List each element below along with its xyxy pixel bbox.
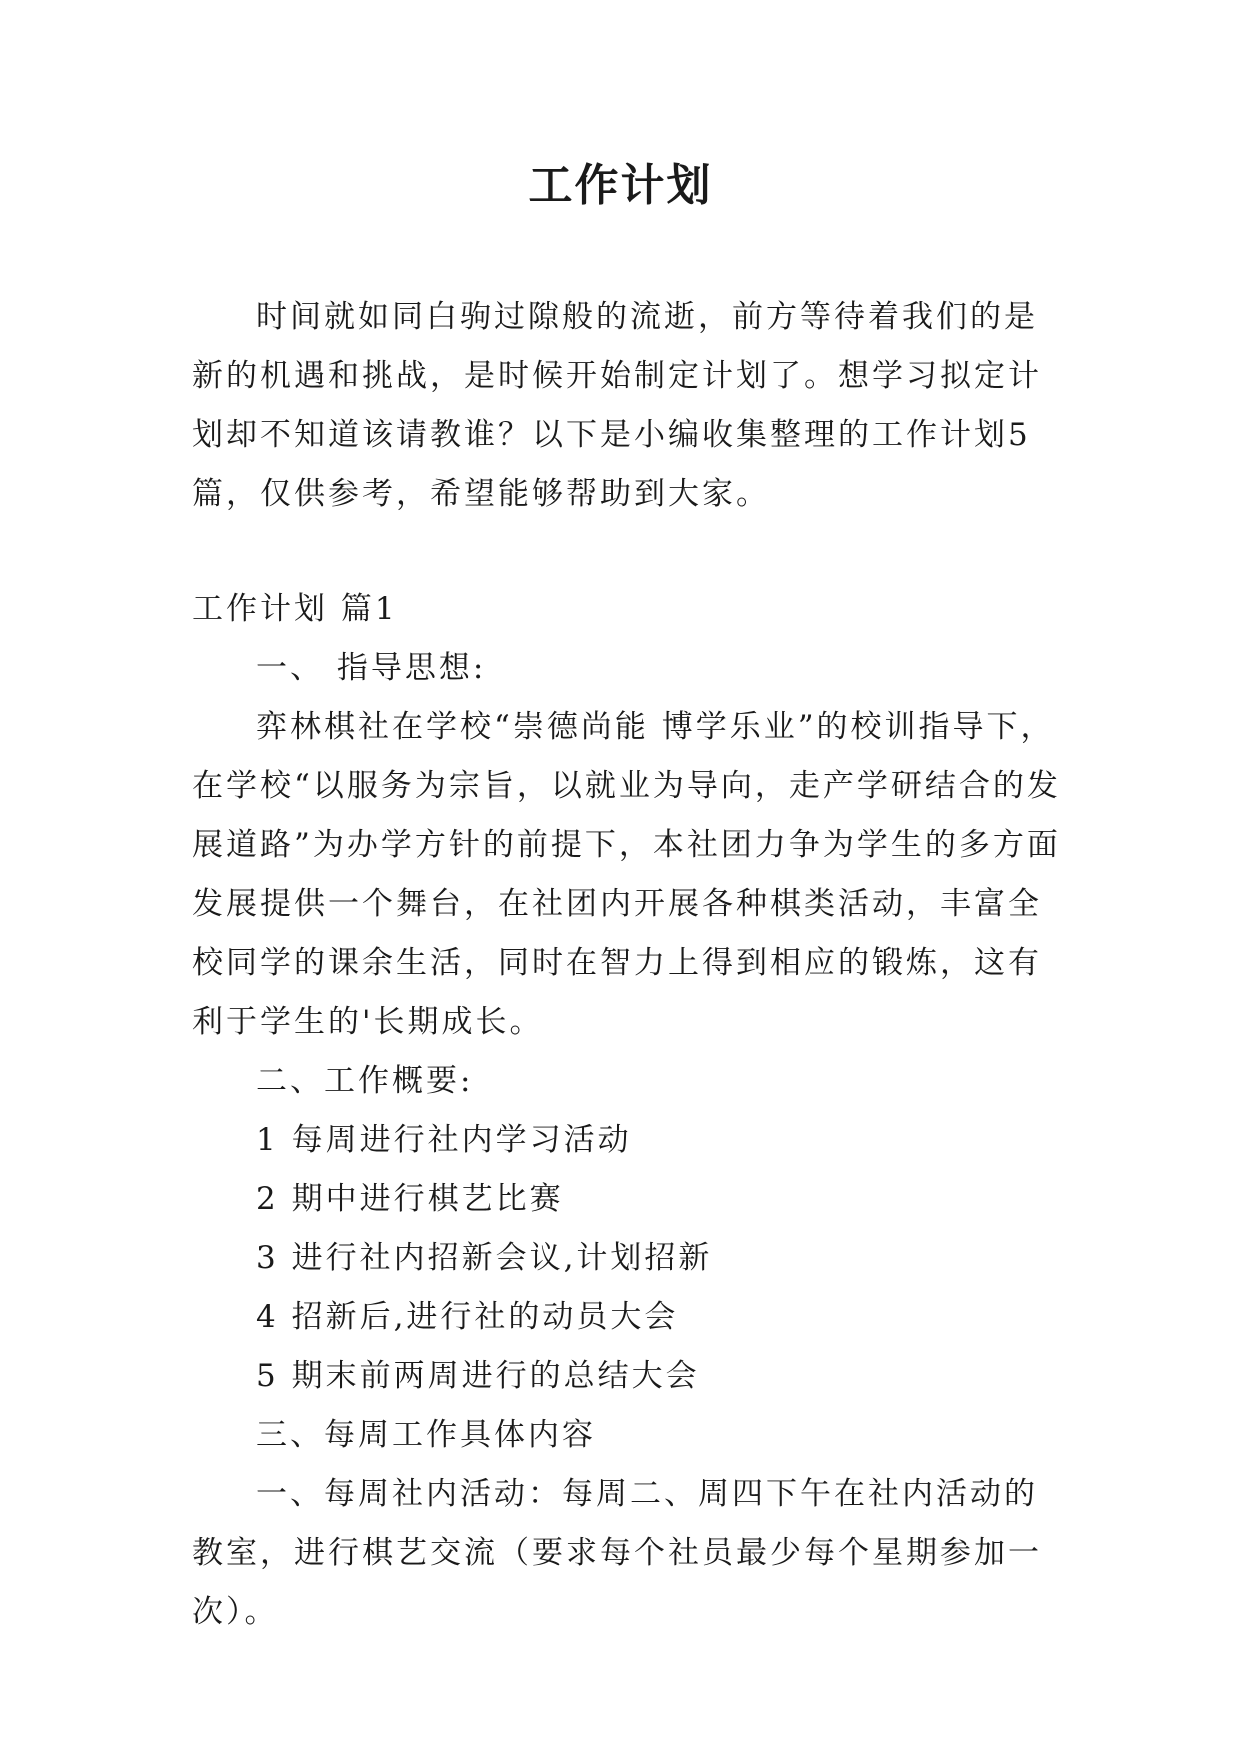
overview-item: 3 进行社内招新会议,计划招新 — [256, 1240, 713, 1276]
weekly-paragraph: 一、每周社内活动：每周二、周四下午在社内活动的教室，进行棋艺交流（要求每个社员最少每个星期参加一次）。 — [192, 1476, 1042, 1630]
overview-item: 1 每周进行社内学习活动 — [256, 1122, 632, 1158]
section-heading: 工作计划 篇1 — [192, 591, 398, 627]
weekly-heading: 三、每周工作具体内容 — [256, 1417, 596, 1453]
document-title: 工作计划 — [528, 160, 713, 211]
intro-section — [192, 288, 1062, 524]
intro-paragraph: 时间就如同白驹过隙般的流逝，前方等待着我们的是新的机遇和挑战，是时候开始制定计划了。想学习拟定计划却不知道该请教谁？以下是小编收集整理的工作计划5篇，仅供参考，希望能够帮助到大家。 — [192, 299, 1042, 512]
overview-item: 4 招新后,进行社的动员大会 — [256, 1299, 679, 1335]
guide-heading: 一、 指导思想: — [256, 650, 487, 686]
overview-item: 2 期中进行棋艺比赛 — [256, 1181, 564, 1217]
overview-heading: 二、工作概要: — [256, 1063, 474, 1099]
guide-paragraph: 弈林棋社在学校“崇德尚能 博学乐业”的校训指导下，在学校“以服务为宗旨，以就业为导向，走产学研结合的发展道路”为办学方针的前提下，本社团力争为学生的多方面发展提供一个舞台，在社团内开展各种棋类活动，丰富全校同学的课余生活，同时在智力上得到相应的锻炼，这有利于学生的'长期成长。 — [192, 709, 1061, 1040]
section-1 — [192, 580, 1062, 1642]
overview-item: 5 期末前两周进行的总结大会 — [256, 1358, 700, 1394]
